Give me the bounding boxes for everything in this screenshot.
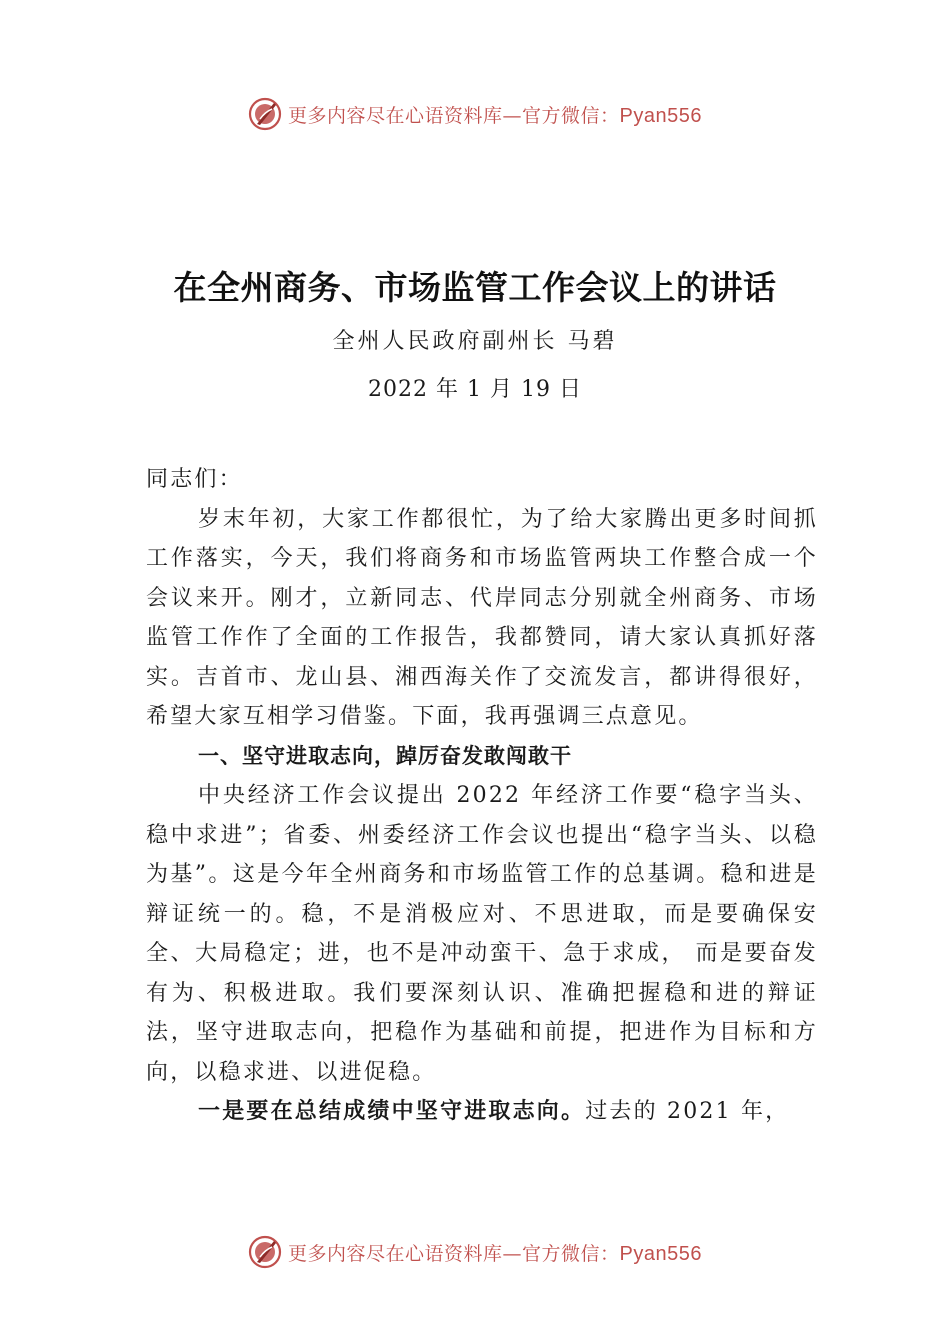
banner-text xyxy=(288,101,702,128)
document-date: 2022 年 1 月 19 日 xyxy=(368,377,582,402)
document-author: 全州人民政府副州长 马碧 xyxy=(332,329,618,354)
document-body xyxy=(146,460,818,1132)
quill-seal-icon xyxy=(248,1235,282,1269)
top-watermark-banner xyxy=(0,94,950,134)
paragraph-point-1-text: 过去的 2021 年， xyxy=(585,1099,790,1124)
greeting: 同志们： xyxy=(146,467,243,492)
bottom-watermark-banner xyxy=(0,1232,950,1272)
paragraph-section-1: 中央经济工作会议提出 2022 年经济工作要“稳字当头、稳中求进”；省委、州委经济工作会议也提出“稳字当头、以稳为基”。这是今年全州商务和市场监管工作的总基调。稳和进是辩证统一的。稳，不是消极应对、不思进取，而是要确保安全、大局稳定；进，也不是冲动蛮干、急于求成， 而是要奋发有为、积极进取。我们要深刻认识、准确把握稳和进的辩证法，坚守进取志向，把稳作为基础和前提，把进作为目标和方向，以稳求进、以进促稳。 xyxy=(146,783,818,1085)
document-title: 在全州商务、市场监管工作会议上的讲话 xyxy=(173,268,777,307)
section-heading-1: 一、坚守进取志向，踔厉奋发敢闯敢干 xyxy=(198,743,572,768)
paragraph-intro: 岁末年初，大家工作都很忙，为了给大家腾出更多时间抓工作落实，今天，我们将商务和市场监管两块工作整合成一个会议来开。刚才，立新同志、代岸同志分别就全州商务、市场监管工作作了全面的工作报告，我都赞同，请大家认真抓好落实。吉首市、龙山县、湘西海关作了交流发言，都讲得很好，希望大家互相学习借鉴。下面，我再强调三点意见。 xyxy=(146,506,818,729)
banner-wechat-id: Pyan556 xyxy=(619,1242,702,1265)
quill-seal-icon xyxy=(248,97,282,131)
paragraph-point-1-lead: 一是要在总结成绩中坚守进取志向。 xyxy=(198,1098,586,1124)
banner-label: 更多内容尽在心语资料库—官方微信： xyxy=(288,104,620,127)
paragraph-point-1 xyxy=(146,1092,818,1132)
banner-text xyxy=(288,1239,702,1266)
banner-wechat-id: Pyan556 xyxy=(619,104,702,127)
banner-label: 更多内容尽在心语资料库—官方微信： xyxy=(288,1242,620,1265)
